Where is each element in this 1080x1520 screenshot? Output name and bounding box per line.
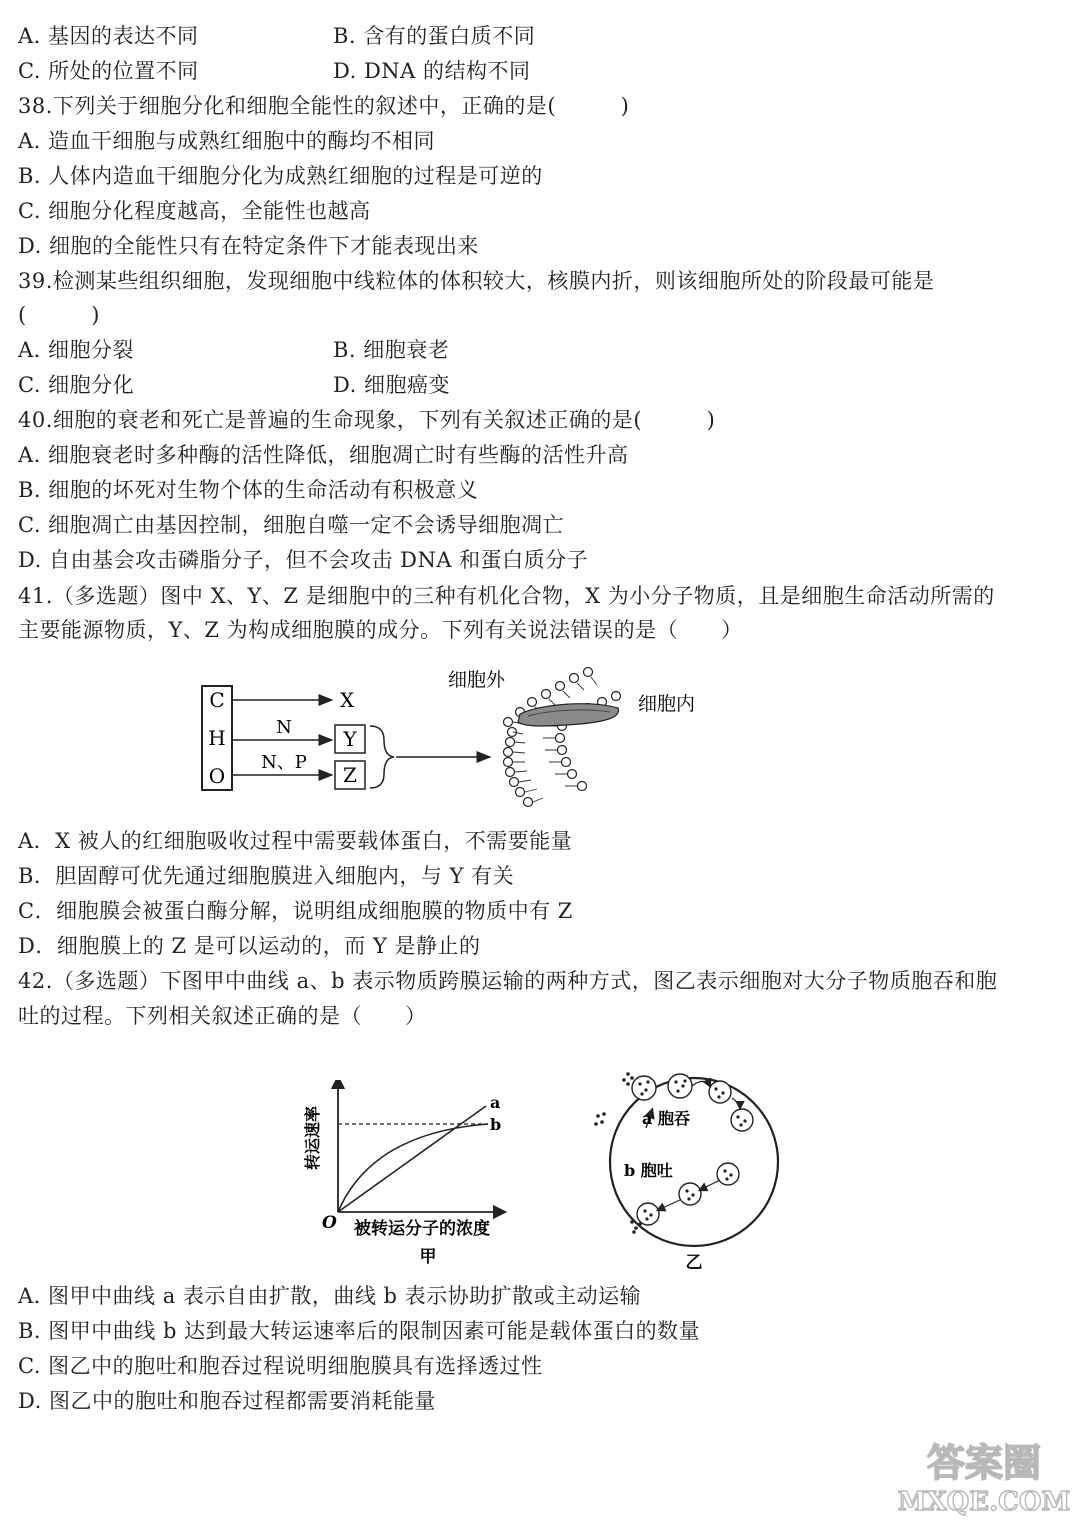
q40-option-b: B. 细胞的坏死对生物个体的生命活动有积极意义 xyxy=(18,478,479,502)
element-h: H xyxy=(208,726,226,750)
q37-option-a: A. 基因的表达不同 xyxy=(18,24,199,48)
q38-option-c: C. 细胞分化程度越高，全能性也越高 xyxy=(18,199,371,223)
q40-option-d: D. 自由基会攻击磷脂分子，但不会攻击 DNA 和蛋白质分子 xyxy=(18,548,589,572)
q41-option-b: B．胆固醇可优先通过细胞膜进入细胞内，与 Y 有关 xyxy=(18,864,515,888)
watermark-cn: 答案圈 xyxy=(926,1440,1042,1485)
watermark-logo xyxy=(894,1428,1074,1518)
q41-option-d: D．细胞膜上的 Z 是可以运动的，而 Y 是静止的 xyxy=(18,934,481,958)
jia-curve-b xyxy=(338,1124,488,1212)
q39-option-a: A. 细胞分裂 xyxy=(18,338,135,362)
q40-option-a: A. 细胞衰老时多种酶的活性降低，细胞凋亡时有些酶的活性升高 xyxy=(18,443,629,467)
q42-option-c: C. 图乙中的胞吐和胞吞过程说明细胞膜具有选择透过性 xyxy=(18,1354,543,1378)
q41-figure xyxy=(190,662,730,822)
element-o: O xyxy=(208,764,226,788)
q37-option-d: D. DNA 的结构不同 xyxy=(333,59,531,83)
q42-option-b: B. 图甲中曲线 b 达到最大转运速率后的限制因素可能是载体蛋白的数量 xyxy=(18,1319,701,1343)
label-outside: 细胞外 xyxy=(448,669,506,691)
watermark-en: MXQE.COM xyxy=(897,1487,1071,1517)
jia-ylabel: 转运速率 xyxy=(303,1105,322,1171)
q41-option-c: C．细胞膜会被蛋白酶分解，说明组成细胞膜的物质中有 Z xyxy=(18,899,573,923)
yi-caption: 乙 xyxy=(685,1253,703,1272)
q39-option-b: B. 细胞衰老 xyxy=(333,338,450,362)
label-z: Z xyxy=(343,763,357,787)
q41-option-a: A．X 被人的红细胞吸收过程中需要载体蛋白，不需要能量 xyxy=(18,829,573,853)
jia-label-b: b xyxy=(490,1115,502,1134)
label-n: N xyxy=(276,717,292,738)
jia-label-a: a xyxy=(490,1093,501,1112)
brace xyxy=(370,726,394,788)
q42-figure-yi xyxy=(588,1062,788,1272)
q39-stem: 39.检测某些组织细胞，发现细胞中线粒体的体积较大，核膜内折，则该细胞所处的阶段最可能是 xyxy=(18,269,935,293)
q42-figure-jia xyxy=(300,1080,530,1270)
q41-stem: 41.（多选题）图中 X、Y、Z 是细胞中的三种有机化合物，X 为小分子物质，且是细胞生命活动所需的 xyxy=(18,584,995,608)
q42-stem: 42.（多选题）下图甲中曲线 a、b 表示物质跨膜运输的两种方式，图乙表示细胞对大分子物质胞吞和胞 xyxy=(18,969,998,993)
q38-option-d: D. 细胞的全能性只有在特定条件下才能表现出来 xyxy=(18,234,479,258)
jia-caption: 甲 xyxy=(419,1247,437,1267)
jia-origin: O xyxy=(322,1213,337,1233)
q42-option-a: A. 图甲中曲线 a 表示自由扩散，曲线 b 表示协助扩散或主动运输 xyxy=(18,1284,642,1308)
q38-option-b: B. 人体内造血干细胞分化为成熟红细胞的过程是可逆的 xyxy=(18,164,543,188)
element-c: C xyxy=(209,688,225,712)
membrane-drawing xyxy=(504,668,621,807)
label-inside: 细胞内 xyxy=(638,693,696,715)
q42-stem-cont: 吐的过程。下列相关叙述正确的是（ ） xyxy=(18,1004,427,1028)
yi-label-endo: a 胞吞 xyxy=(642,1109,690,1128)
q41-stem-cont: 主要能源物质，Y、Z 为构成细胞膜的成分。下列有关说法错误的是（ ） xyxy=(18,618,743,642)
q38-stem: 38.下列关于细胞分化和细胞全能性的叙述中，正确的是( ) xyxy=(18,94,630,118)
yi-label-exo: b 胞吐 xyxy=(624,1161,673,1180)
q39-option-d: D. 细胞癌变 xyxy=(333,373,450,397)
jia-xlabel: 被转运分子的浓度 xyxy=(354,1219,490,1239)
label-np: N、P xyxy=(261,752,307,773)
q40-option-c: C. 细胞凋亡由基因控制，细胞自噬一定不会诱导细胞凋亡 xyxy=(18,513,565,537)
q42-option-d: D. 图乙中的胞吐和胞吞过程都需要消耗能量 xyxy=(18,1389,436,1413)
label-x: X xyxy=(340,688,355,712)
q39-option-c: C. 细胞分化 xyxy=(18,373,135,397)
label-y: Y xyxy=(343,727,357,751)
q38-option-a: A. 造血干细胞与成熟红细胞中的酶均不相同 xyxy=(18,129,436,153)
q37-option-c: C. 所处的位置不同 xyxy=(18,59,199,83)
q40-stem: 40.细胞的衰老和死亡是普遍的生命现象，下列有关叙述正确的是( ) xyxy=(18,408,716,432)
q37-option-b: B. 含有的蛋白质不同 xyxy=(333,24,536,48)
jia-curve-a xyxy=(338,1106,486,1212)
q39-stem-bracket: ( ) xyxy=(18,303,100,327)
